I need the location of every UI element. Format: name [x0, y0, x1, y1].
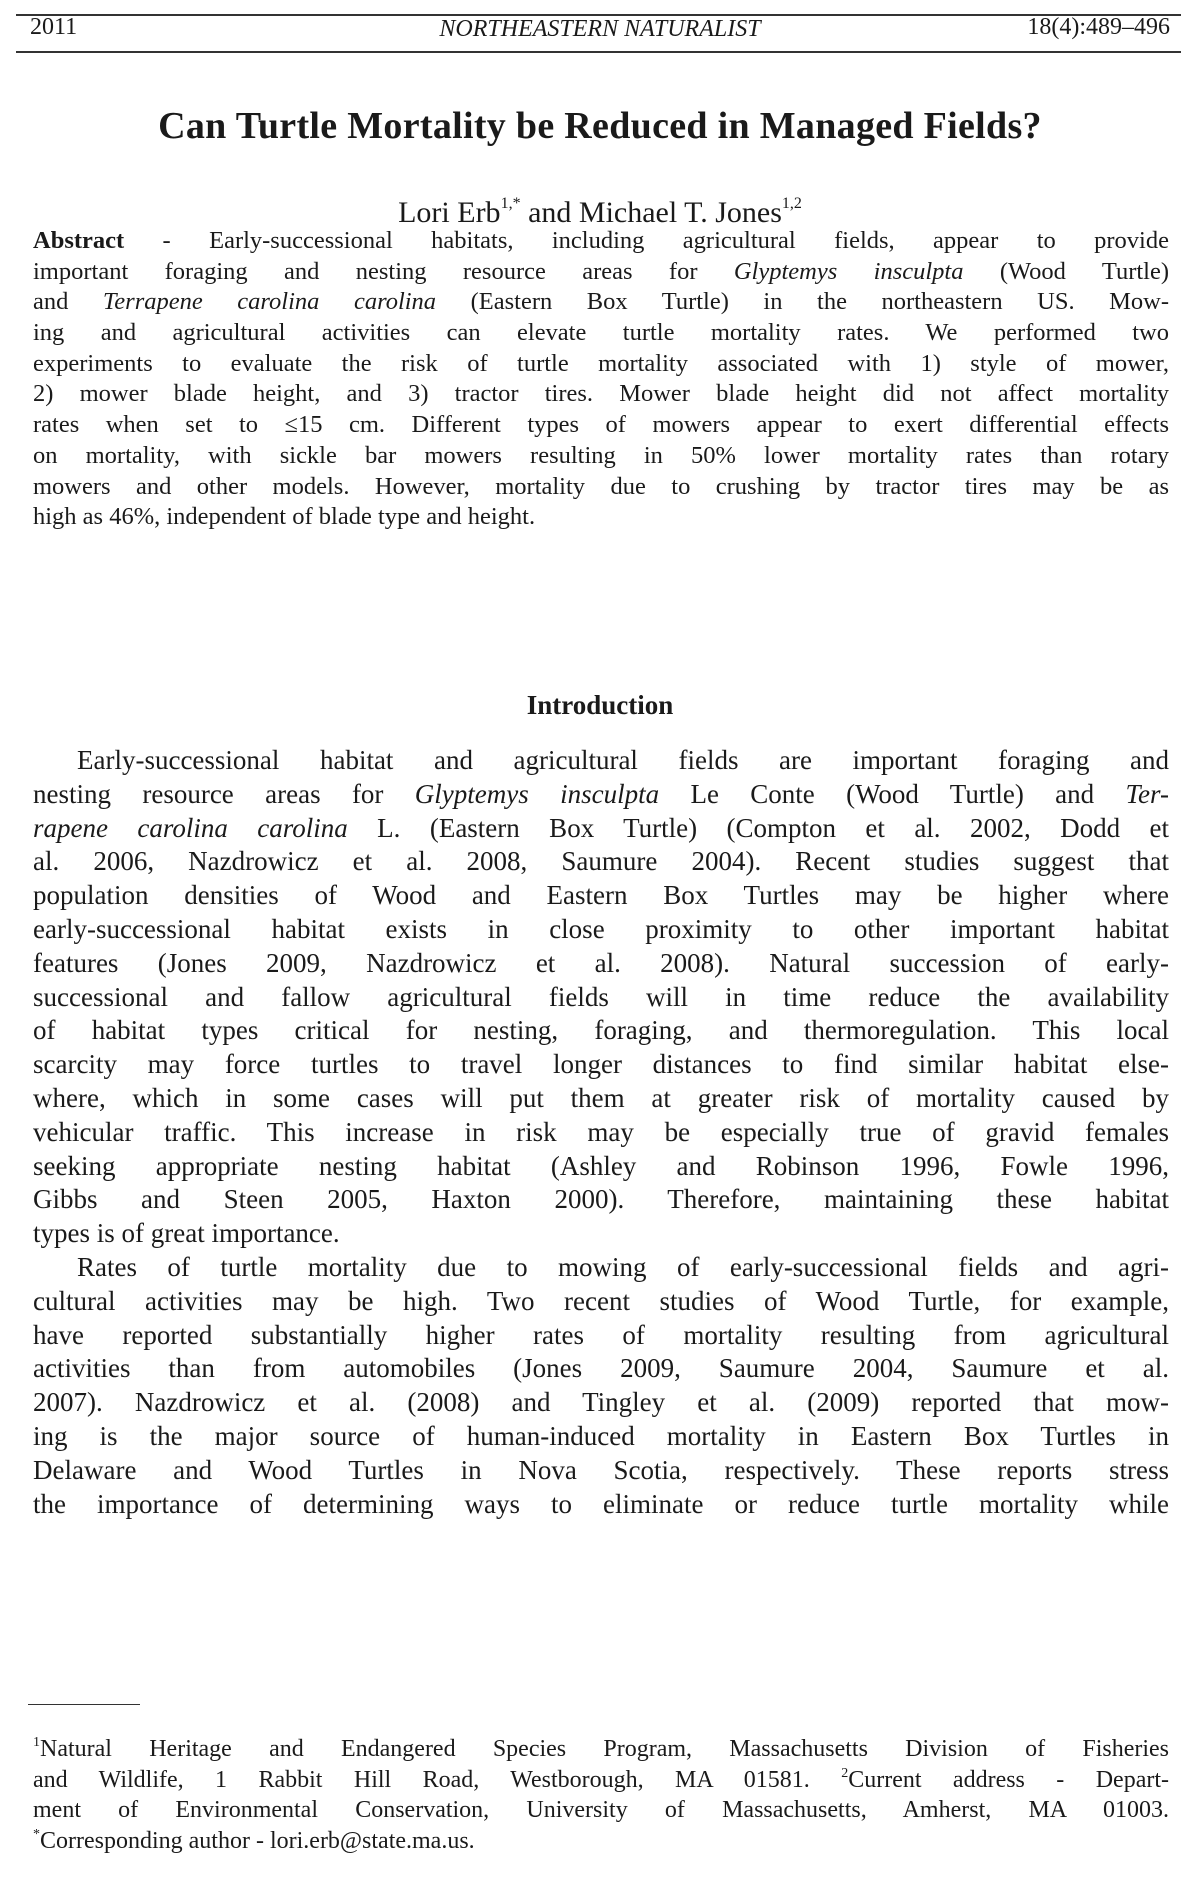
header-volume-pages: 18(4):489–496 [1027, 14, 1170, 40]
abstract-line: experiments to evaluate the risk of turtle mortality associated with 1) style of mower, [33, 349, 1169, 377]
footnote-line [33, 1826, 1169, 1857]
introduction-paragraph-1 [33, 744, 1169, 1251]
author-conjunction: and [520, 196, 579, 229]
body-line: of habitat types critical for nesting, foraging, and thermoregulation. This local [33, 1015, 1169, 1046]
body-line: seeking appropriate nesting habitat (Ashley and Robinson 1996, Fowle 1996, [33, 1150, 1169, 1181]
footnote-marker: 1 [33, 1735, 40, 1750]
body-line: cultural activities may be high. Two recent studies of Wood Turtle, for example, [33, 1285, 1169, 1316]
body-line: Delaware and Wood Turtles in Nova Scotia, respectively. These reports stress [33, 1454, 1169, 1485]
body-line: the importance of determining ways to eliminate or reduce turtle mortality while [33, 1488, 1169, 1519]
running-header [30, 8, 1170, 48]
abstract-line: 2) mower blade height, and 3) tractor tires. Mower blade height did not affect mortality [33, 380, 1169, 408]
body-line: where, which in some cases will put them at greater risk of mortality caused by [33, 1082, 1169, 1113]
footnote-marker: 2 [841, 1765, 849, 1781]
body-line: Early-successional habitat and agricultural fields are important foraging and [77, 745, 1169, 775]
introduction-paragraph-2 [33, 1251, 1169, 1521]
species-name: rapene carolina carolina [33, 812, 348, 843]
body-line: nesting resource areas for Glyptemys insculpta Le Conte (Wood Turtle) and Ter- [33, 778, 1169, 809]
footnote-separator [28, 1704, 140, 1705]
footnote-marker: * [33, 1826, 40, 1842]
author-list [0, 196, 1200, 230]
abstract-line: and Terrapene carolina carolina (Eastern Box Turtle) in the northeastern US. Mow- [33, 288, 1169, 316]
body-line: features (Jones 2009, Nazdrowicz et al. 2008). Natural succession of early- [33, 947, 1169, 978]
body-line: successional and fallow agricultural fields will in time reduce the availability [33, 981, 1169, 1012]
body-line: al. 2006, Nazdrowicz et al. 2008, Saumure 2004). Recent studies suggest that [33, 846, 1169, 877]
abstract-line: important foraging and nesting resource areas for Glyptemys insculpta (Wood Turtle) [33, 257, 1169, 285]
author-name: Lori Erb [398, 196, 501, 229]
section-heading-introduction: Introduction [526, 690, 674, 720]
body-line: rapene carolina carolina L. (Eastern Box Turtle) (Compton et al. 2002, Dodd et [33, 812, 1169, 843]
body-line: ing is the major source of human-induced mortality in Eastern Box Turtles in [33, 1420, 1169, 1451]
body-line: vehicular traffic. This increase in risk may be especially true of gravid females [33, 1116, 1169, 1147]
abstract-line: on mortality, with sickle bar mowers resulting in 50% lower mortality rates than rotary [33, 441, 1169, 469]
article-title: Can Turtle Mortality be Reduced in Managed Fields? [158, 105, 1042, 147]
abstract-line: high as 46%, independent of blade type and height. [33, 503, 536, 531]
abstract [33, 226, 1169, 533]
header-bottom-rule [16, 51, 1181, 53]
footnote-line: $^1$Natural Heritage and Endangered Species Program, Massachusetts Division of Fisheries [33, 1735, 1169, 1762]
header-journal-name: NORTHEASTERN NATURALIST [439, 16, 761, 42]
author-name: Michael T. Jones [578, 196, 782, 229]
abstract-label: Abstract [33, 227, 125, 254]
author-affiliation-marker: 1,2 [781, 195, 802, 212]
footnote-line: and Wildlife, 1 Rabbit Hill Road, Westborough, MA 01581. $^2$Current address - Depart- [33, 1765, 1169, 1793]
body-line: activities than from automobiles (Jones 2009, Saumure 2004, Saumure et al. [33, 1353, 1169, 1384]
species-name: Glyptemys insculpta [733, 257, 964, 285]
body-line: types is of great importance. [33, 1218, 340, 1249]
abstract-line: mowers and other models. However, mortality due to crushing by tractor tires may be as [33, 472, 1169, 500]
footnotes [33, 1734, 1169, 1856]
author-affiliation-marker: 1,* [500, 195, 521, 212]
footnote-line: ment of Environmental Conservation, University of Massachusetts, Amherst, MA 01003. [33, 1797, 1169, 1823]
body-line: Gibbs and Steen 2005, Haxton 2000). Therefore, maintaining these habitat [33, 1184, 1169, 1215]
abstract-line: rates when set to ≤15 cm. Different types of mowers appear to exert differential effects [33, 411, 1169, 439]
body-line: 2007). Nazdrowicz et al. (2008) and Tingley et al. (2009) reported that mow- [33, 1387, 1169, 1418]
body-line: have reported substantially higher rates of mortality resulting from agricultural [33, 1319, 1169, 1350]
corresponding-author-contact: Corresponding author - lori.erb@state.ma.us. [40, 1827, 475, 1854]
species-name: Terrapene carolina carolina [102, 288, 437, 316]
species-name: Ter- [1125, 778, 1169, 809]
body-line: early-successional habitat exists in close proximity to other important habitat [33, 913, 1169, 944]
body-line: Rates of turtle mortality due to mowing of early-successional fields and agri- [77, 1252, 1169, 1282]
header-year: 2011 [30, 14, 78, 40]
body-line: population densities of Wood and Eastern Box Turtles may be higher where [33, 880, 1169, 911]
abstract-line: Abstract - Early-successional habitats, including agricultural fields, appear to provide [33, 227, 1169, 254]
abstract-line: ing and agricultural activities can elevate turtle mortality rates. We performed two [33, 319, 1169, 347]
species-name: Glyptemys insculpta [414, 778, 660, 809]
body-line: scarcity may force turtles to travel longer distances to find similar habitat else- [33, 1049, 1169, 1080]
